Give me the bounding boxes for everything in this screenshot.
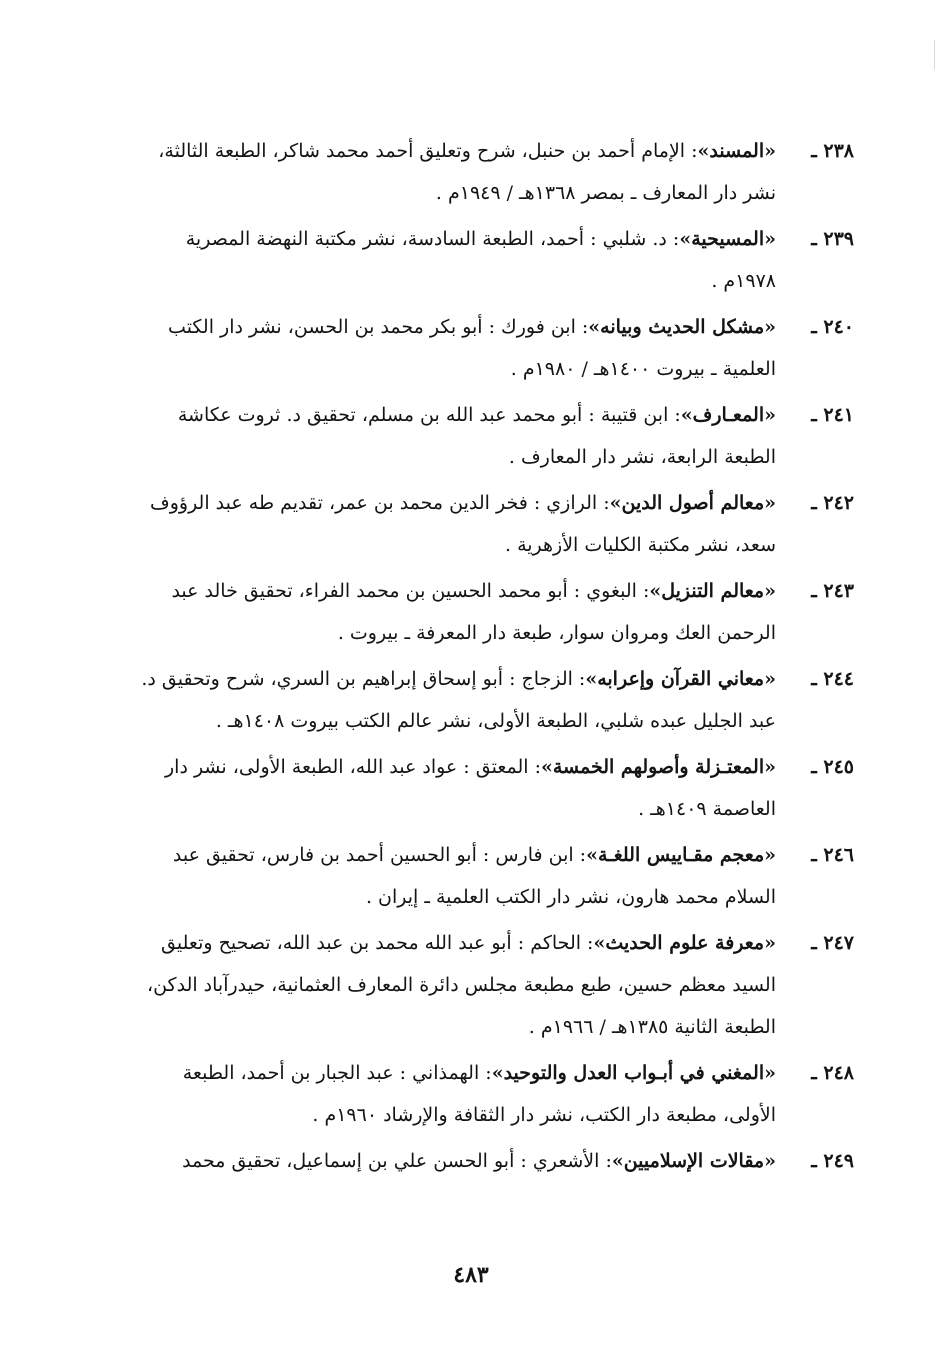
entry-text: : ابن فورك : أبو بكر محمد بن الحسن، نشر دار الكتب [168, 316, 589, 338]
entry-line [120, 1094, 776, 1136]
bibliography-entry [120, 394, 854, 478]
entry-title: «المسند» [697, 140, 776, 162]
entry-number: ٢٤٠ ـ [811, 316, 854, 338]
entry-title: «المسيحية» [679, 228, 776, 250]
entry-text: : د. شلبي : أحمد، الطبعة السادسة، نشر مكتبة النهضة المصرية [185, 228, 680, 250]
entry-text: : ابن فارس : أبو الحسين أحمد بن فارس، تحقيق عبد [172, 844, 587, 866]
entry-text: السيد معظم حسين، طبع مطبعة مجلس دائرة المعارف العثمانية، حيدرآباد الدكن، [146, 974, 776, 996]
entry-text: ١٩٧٨م . [711, 270, 776, 292]
bibliography-entry [120, 658, 854, 742]
entry-text: : الرازي : فخر الدين محمد بن عمر، تقديم طه عبد الرؤوف [150, 492, 610, 514]
page-number: ٤٨٣ [453, 1262, 489, 1288]
bibliography-entry [120, 482, 854, 566]
entry-text: الطبعة الرابعة، نشر دار المعارف . [508, 446, 776, 468]
entry-line [120, 436, 776, 478]
entry-line [120, 922, 776, 964]
entry-number: ٢٤٤ ـ [811, 668, 854, 690]
entry-title: «معجم مقـاييس اللغـة» [586, 844, 776, 866]
entry-text: : الأشعري : أبو الحسن علي بن إسماعيل، تحقيق محمد [182, 1150, 612, 1172]
entry-number: ٢٤١ ـ [811, 404, 854, 426]
entry-text: : المعتق : عواد عبد الله، الطبعة الأولى، نشر دار [164, 756, 541, 778]
entry-text: نشر دار المعارف ـ بمصر ١٣٦٨هـ / ١٩٤٩م . [435, 182, 776, 204]
entry-line [120, 700, 776, 742]
entry-line [120, 570, 776, 612]
entry-line [120, 612, 776, 654]
bibliography-entry [120, 218, 854, 302]
entry-number: ٢٣٨ ـ [811, 140, 854, 162]
bibliography-entry [120, 922, 854, 1048]
entry-title: «المعتـزلة وأصولهم الخمسة» [540, 756, 776, 778]
entry-line [120, 658, 776, 700]
entry-number: ٢٤٥ ـ [811, 756, 854, 778]
entry-line [120, 348, 776, 390]
entry-number: ٢٤٩ ـ [811, 1150, 854, 1172]
entry-text: العلمية ـ بيروت ١٤٠٠هـ / ١٩٨٠م . [510, 358, 776, 380]
entry-line [120, 306, 776, 348]
entry-line [120, 1052, 776, 1094]
entry-line [120, 260, 776, 302]
entry-line [120, 788, 776, 830]
bibliography-list [120, 130, 854, 1186]
entry-line [120, 834, 776, 876]
entry-text: : الزجاج : أبو إسحاق إبراهيم بن السري، شرح وتحقيق د. [141, 668, 586, 690]
entry-title: «معالم أصول الدين» [609, 492, 776, 514]
entry-line [120, 1140, 776, 1182]
entry-title: «المغني في أبـواب العدل والتوحيد» [491, 1062, 776, 1084]
entry-line [120, 482, 776, 524]
entry-title: «المعـارف» [680, 404, 776, 426]
bibliography-entry [120, 746, 854, 830]
entry-title: «معاني القرآن وإعرابه» [585, 668, 776, 690]
entry-line [120, 394, 776, 436]
entry-number: ٢٤٧ ـ [811, 932, 854, 954]
entry-title: «معرفة علوم الحديث» [593, 932, 776, 954]
bibliography-entry [120, 1052, 854, 1136]
entry-text: عبد الجليل عبده شلبي، الطبعة الأولى، نشر عالم الكتب بيروت ١٤٠٨هـ . [215, 710, 776, 732]
entry-number: ٢٤٢ ـ [811, 492, 854, 514]
entry-text: : الإمام أحمد بن حنبل، شرح وتعليق أحمد محمد شاكر، الطبعة الثالثة، [158, 140, 698, 162]
entry-text: : البغوي : أبو محمد الحسين بن محمد الفراء، تحقيق خالد عبد [171, 580, 650, 602]
bibliography-entry [120, 306, 854, 390]
entry-line [120, 964, 776, 1006]
entry-text: السلام محمد هارون، نشر دار الكتب العلمية ـ إيران . [365, 886, 776, 908]
entry-text: : الهمذاني : عبد الجبار بن أحمد، الطبعة [182, 1062, 492, 1084]
entry-text: سعد، نشر مكتبة الكليات الأزهرية . [504, 534, 776, 556]
entry-line [120, 218, 776, 260]
entry-number: ٢٤٨ ـ [811, 1062, 854, 1084]
bibliography-entry [120, 570, 854, 654]
entry-text: الأولى، مطبعة دار الكتب، نشر دار الثقافة والإرشاد ١٩٦٠م . [312, 1104, 776, 1126]
bibliography-entry [120, 1140, 854, 1182]
entry-number: ٢٣٩ ـ [811, 228, 854, 250]
entry-line [120, 876, 776, 918]
entry-number: ٢٤٦ ـ [811, 844, 854, 866]
entry-number: ٢٤٣ ـ [811, 580, 854, 602]
entry-text: : الحاكم : أبو عبد الله محمد بن عبد الله، تصحيح وتعليق [161, 932, 594, 954]
entry-line [120, 172, 776, 214]
entry-line [120, 524, 776, 566]
scan-edge-mark [934, 40, 935, 70]
entry-line [120, 130, 776, 172]
entry-title: «مقالات الإسلاميين» [611, 1150, 776, 1172]
entry-text: الطبعة الثانية ١٣٨٥هـ / ١٩٦٦م . [528, 1016, 776, 1038]
entry-line [120, 746, 776, 788]
entry-text: الرحمن العك ومروان سوار، طبعة دار المعرفة ـ بيروت . [337, 622, 776, 644]
entry-text: : ابن قتيبة : أبو محمد عبد الله بن مسلم، تحقيق د. ثروت عكاشة [177, 404, 681, 426]
bibliography-entry [120, 130, 854, 214]
entry-text: العاصمة ١٤٠٩هـ . [638, 798, 776, 820]
entry-title: «معالم التنزيل» [649, 580, 776, 602]
entry-title: «مشكل الحديث وبيانه» [588, 316, 776, 338]
entry-line [120, 1006, 776, 1048]
bibliography-entry [120, 834, 854, 918]
